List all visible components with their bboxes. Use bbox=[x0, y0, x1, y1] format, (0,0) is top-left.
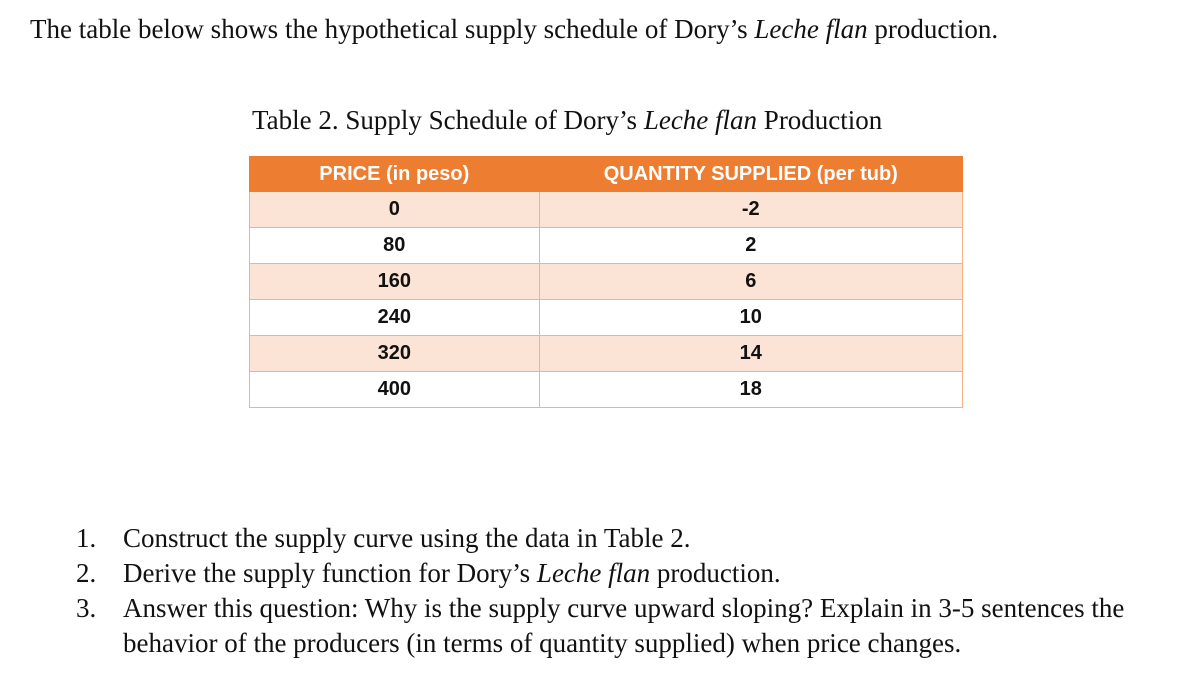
price-cell: 320 bbox=[250, 336, 540, 372]
table-caption-start: Table 2. Supply Schedule of Dory’s bbox=[252, 105, 644, 135]
table-caption-italic: Leche flan bbox=[643, 105, 758, 135]
intro-text-start: The table below shows the hypothetical supply schedule of Dory’s bbox=[30, 14, 755, 44]
question-number: 1. bbox=[76, 523, 97, 553]
question-text-start: Derive the supply function for Dory’s bbox=[123, 558, 537, 588]
question-number: 3. bbox=[76, 593, 97, 623]
list-item bbox=[76, 591, 1183, 661]
question-text-end: production. bbox=[650, 558, 781, 588]
table-row bbox=[250, 264, 963, 300]
supply-schedule-table bbox=[249, 156, 963, 408]
price-cell: 240 bbox=[250, 300, 540, 336]
table-row bbox=[250, 228, 963, 264]
table-row bbox=[250, 300, 963, 336]
table-caption-end: Production bbox=[757, 105, 883, 135]
quantity-cell: 2 bbox=[539, 228, 962, 264]
table-row bbox=[250, 372, 963, 408]
intro-text bbox=[30, 12, 998, 46]
quantity-cell: 6 bbox=[539, 264, 962, 300]
price-cell: 400 bbox=[250, 372, 540, 408]
price-cell: 0 bbox=[250, 192, 540, 228]
table-row bbox=[250, 192, 963, 228]
question-text: Construct the supply curve using the data in Table 2. bbox=[123, 523, 691, 553]
price-cell: 160 bbox=[250, 264, 540, 300]
header-price: PRICE (in peso) bbox=[250, 157, 540, 192]
table-caption bbox=[252, 103, 882, 137]
list-item bbox=[76, 521, 1183, 556]
header-quantity-supplied: QUANTITY SUPPLIED (per tub) bbox=[539, 157, 962, 192]
quantity-cell: 18 bbox=[539, 372, 962, 408]
question-text: Answer this question: Why is the supply curve upward sloping? Explain in 3-5 sentences the behavior of the producers (in terms of quantity supplied) when price changes. bbox=[123, 593, 1125, 658]
quantity-cell: 10 bbox=[539, 300, 962, 336]
question-number: 2. bbox=[76, 558, 97, 588]
question-text bbox=[123, 556, 1183, 591]
list-item bbox=[76, 556, 1183, 591]
intro-text-end: production. bbox=[867, 14, 999, 44]
quantity-cell: -2 bbox=[539, 192, 962, 228]
question-text-italic: Leche flan bbox=[536, 558, 651, 588]
question-list bbox=[76, 521, 1183, 661]
table-row bbox=[250, 336, 963, 372]
intro-text-italic: Leche flan bbox=[754, 14, 868, 44]
price-cell: 80 bbox=[250, 228, 540, 264]
table-header-row bbox=[250, 157, 963, 192]
quantity-cell: 14 bbox=[539, 336, 962, 372]
